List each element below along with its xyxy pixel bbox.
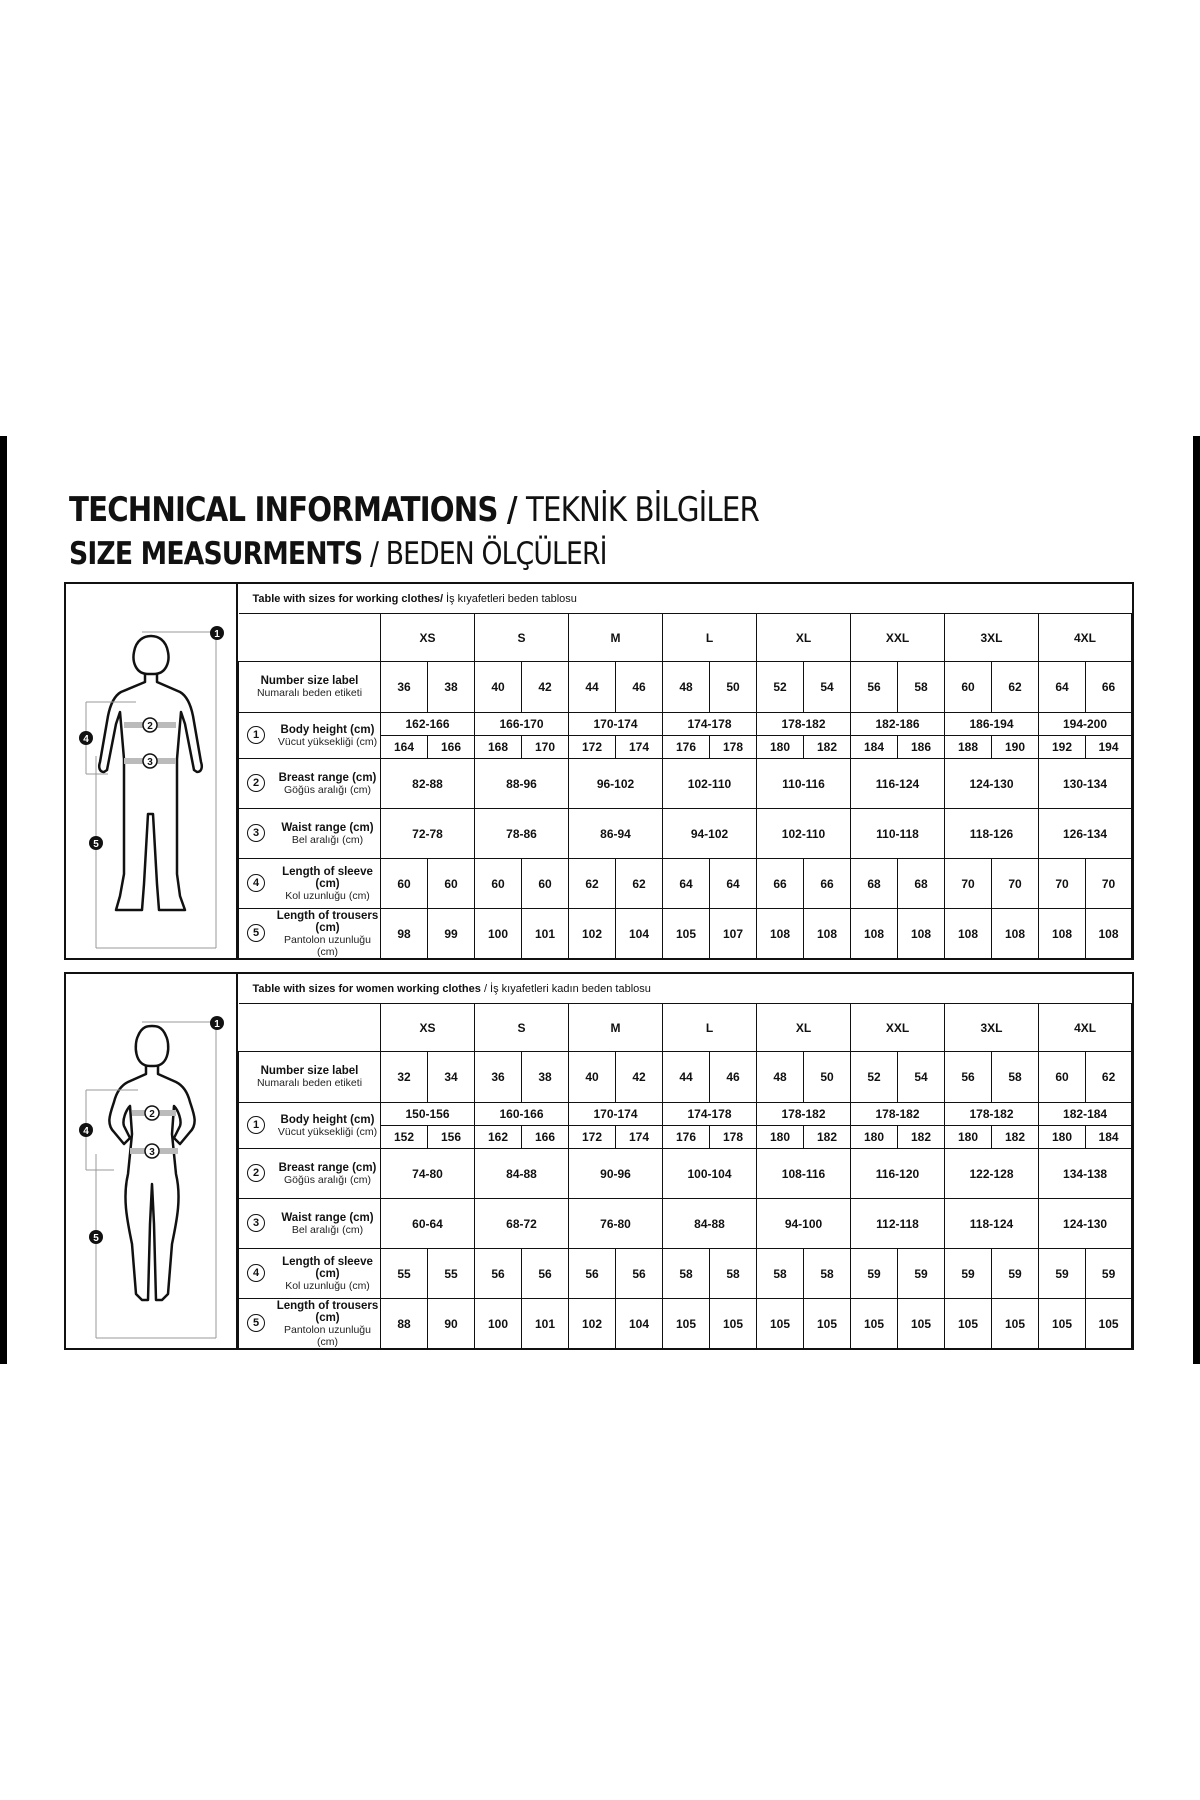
waist-range: 126-134 xyxy=(1039,809,1132,859)
row-label-sleeve xyxy=(239,859,381,909)
sleeve-value: 55 xyxy=(428,1249,475,1299)
size-header: L xyxy=(663,614,757,662)
trousers-value: 105 xyxy=(663,1299,710,1349)
body-height-value: 162 xyxy=(475,1126,522,1149)
men-size-section xyxy=(64,582,1134,960)
women-figure-panel xyxy=(66,974,238,1348)
trousers-value: 107 xyxy=(710,909,757,959)
waist-range: 110-118 xyxy=(851,809,945,859)
row-label-breast xyxy=(239,759,381,809)
subtitle-tr: BEDEN ÖLÇÜLERİ xyxy=(385,536,607,572)
row-label-en: Length of trousers (cm) xyxy=(276,1299,379,1324)
body-height-value: 178 xyxy=(710,736,757,759)
row-label-breast xyxy=(239,1149,381,1199)
body-height-value: 190 xyxy=(992,736,1039,759)
waist-range: 84-88 xyxy=(663,1199,757,1249)
svg-text:1: 1 xyxy=(214,629,220,640)
row-label-trousers xyxy=(239,909,381,959)
body-height-value: 172 xyxy=(569,1126,616,1149)
title-tr: TEKNİK BİLGİLER xyxy=(526,490,759,530)
waist-range: 76-80 xyxy=(569,1199,663,1249)
svg-text:1: 1 xyxy=(214,1019,220,1030)
trousers-value: 108 xyxy=(1039,909,1086,959)
body-height-range: 194-200 xyxy=(1039,713,1132,736)
caption-en: Table with sizes for working clothes/ xyxy=(252,592,443,605)
sleeve-value: 64 xyxy=(710,859,757,909)
measure-number-icon: 2 xyxy=(247,774,265,792)
trousers-value: 105 xyxy=(1039,1299,1086,1349)
breast-range: 100-104 xyxy=(663,1149,757,1199)
row-label-en: Body height (cm) xyxy=(280,723,375,736)
number-label-value: 62 xyxy=(992,662,1039,713)
sleeve-value: 59 xyxy=(1086,1249,1132,1299)
caption-tr: İş kıyafetleri beden tablosu xyxy=(443,592,577,605)
title-separator: / xyxy=(497,490,527,530)
body-height-value: 156 xyxy=(428,1126,475,1149)
body-height-value: 170 xyxy=(522,736,569,759)
row-label-body_height xyxy=(239,713,381,759)
body-height-value: 182 xyxy=(804,736,851,759)
number-label-value: 66 xyxy=(1086,662,1132,713)
body-height-range: 162-166 xyxy=(381,713,475,736)
waist-range: 94-100 xyxy=(757,1199,851,1249)
table-caption xyxy=(239,584,1132,614)
size-header: S xyxy=(475,614,569,662)
number-label-value: 50 xyxy=(804,1052,851,1103)
sleeve-value: 56 xyxy=(569,1249,616,1299)
size-header: 4XL xyxy=(1039,1004,1132,1052)
trousers-value: 104 xyxy=(616,909,663,959)
body-height-range: 166-170 xyxy=(475,713,569,736)
body-height-value: 166 xyxy=(428,736,475,759)
row-label-tr: Kol uzunluğu (cm) xyxy=(285,1279,370,1292)
body-height-value: 182 xyxy=(804,1126,851,1149)
breast-range: 130-134 xyxy=(1039,759,1132,809)
trousers-value: 105 xyxy=(945,1299,992,1349)
sleeve-value: 59 xyxy=(898,1249,945,1299)
subtitle-separator: / xyxy=(362,536,386,572)
trousers-value: 99 xyxy=(428,909,475,959)
number-label-value: 54 xyxy=(804,662,851,713)
sleeve-value: 64 xyxy=(663,859,710,909)
breast-range: 124-130 xyxy=(945,759,1039,809)
body-height-range: 178-182 xyxy=(945,1103,1039,1126)
row-label-tr: Numaralı beden etiketi xyxy=(256,1077,363,1089)
svg-text:3: 3 xyxy=(149,1147,155,1158)
measure-number-icon: 1 xyxy=(247,726,265,744)
trousers-value: 108 xyxy=(1086,909,1132,959)
number-label-value: 56 xyxy=(851,662,898,713)
trousers-value: 100 xyxy=(475,1299,522,1349)
breast-range: 122-128 xyxy=(945,1149,1039,1199)
trousers-value: 90 xyxy=(428,1299,475,1349)
breast-range: 84-88 xyxy=(475,1149,569,1199)
size-header: 4XL xyxy=(1039,614,1132,662)
size-header: M xyxy=(569,614,663,662)
number-label-value: 48 xyxy=(757,1052,804,1103)
body-height-value: 174 xyxy=(616,736,663,759)
number-label-value: 38 xyxy=(428,662,475,713)
body-height-value: 186 xyxy=(898,736,945,759)
sleeve-value: 58 xyxy=(663,1249,710,1299)
row-label-body_height xyxy=(239,1103,381,1149)
sleeve-value: 56 xyxy=(475,1249,522,1299)
sleeve-value: 70 xyxy=(992,859,1039,909)
trousers-value: 105 xyxy=(710,1299,757,1349)
waist-range: 112-118 xyxy=(851,1199,945,1249)
svg-text:4: 4 xyxy=(83,734,89,745)
number-label-value: 54 xyxy=(898,1052,945,1103)
body-height-range: 178-182 xyxy=(757,1103,851,1126)
trousers-value: 108 xyxy=(945,909,992,959)
caption-tr: / İş kıyafetleri kadın beden tablosu xyxy=(480,982,651,995)
body-height-value: 182 xyxy=(898,1126,945,1149)
female-body-figure-icon xyxy=(66,974,236,1348)
body-height-range: 170-174 xyxy=(569,713,663,736)
waist-range: 118-126 xyxy=(945,809,1039,859)
size-header: 3XL xyxy=(945,614,1039,662)
body-height-value: 180 xyxy=(945,1126,992,1149)
body-height-value: 182 xyxy=(992,1126,1039,1149)
number-label-value: 44 xyxy=(569,662,616,713)
number-label-value: 56 xyxy=(945,1052,992,1103)
sleeve-value: 62 xyxy=(616,859,663,909)
trousers-value: 102 xyxy=(569,909,616,959)
size-header: M xyxy=(569,1004,663,1052)
body-height-range: 170-174 xyxy=(569,1103,663,1126)
row-label-number_label xyxy=(239,662,381,713)
body-height-value: 188 xyxy=(945,736,992,759)
trousers-value: 105 xyxy=(663,909,710,959)
trousers-value: 104 xyxy=(616,1299,663,1349)
number-label-value: 38 xyxy=(522,1052,569,1103)
breast-range: 96-102 xyxy=(569,759,663,809)
sleeve-value: 66 xyxy=(804,859,851,909)
body-height-range: 182-184 xyxy=(1039,1103,1132,1126)
row-label-en: Length of sleeve (cm) xyxy=(282,865,373,890)
row-label-tr: Vücut yüksekliği (cm) xyxy=(277,735,378,748)
trousers-value: 105 xyxy=(804,1299,851,1349)
trousers-value: 105 xyxy=(898,1299,945,1349)
document-frame xyxy=(0,436,1200,1364)
body-height-value: 180 xyxy=(757,736,804,759)
size-header: 3XL xyxy=(945,1004,1039,1052)
row-label-tr: Göğüs aralığı (cm) xyxy=(284,783,371,796)
number-label-value: 50 xyxy=(710,662,757,713)
body-height-value: 174 xyxy=(616,1126,663,1149)
number-label-value: 52 xyxy=(757,662,804,713)
row-label-tr: Bel aralığı (cm) xyxy=(291,833,364,846)
subtitle-en: SIZE MEASURMENTS xyxy=(69,536,363,572)
row-label-en: Waist range (cm) xyxy=(281,821,374,834)
svg-text:3: 3 xyxy=(147,757,153,768)
measure-number-icon: 4 xyxy=(247,874,265,892)
body-height-value: 164 xyxy=(381,736,428,759)
row-label-en: Body height (cm) xyxy=(280,1113,375,1126)
waist-range: 60-64 xyxy=(381,1199,475,1249)
breast-range: 116-120 xyxy=(851,1149,945,1199)
breast-range: 108-116 xyxy=(757,1149,851,1199)
sleeve-value: 68 xyxy=(851,859,898,909)
body-height-range: 182-186 xyxy=(851,713,945,736)
number-label-value: 52 xyxy=(851,1052,898,1103)
body-height-value: 184 xyxy=(1086,1126,1132,1149)
number-label-value: 36 xyxy=(475,1052,522,1103)
number-label-value: 46 xyxy=(616,662,663,713)
trousers-value: 108 xyxy=(898,909,945,959)
measure-number-icon: 2 xyxy=(247,1164,265,1182)
sleeve-value: 70 xyxy=(1039,859,1086,909)
trousers-value: 105 xyxy=(757,1299,804,1349)
size-header: XL xyxy=(757,614,851,662)
sleeve-value: 56 xyxy=(522,1249,569,1299)
row-label-tr: Pantolon uzunluğu (cm) xyxy=(284,1323,371,1348)
sleeve-value: 59 xyxy=(851,1249,898,1299)
breast-range: 88-96 xyxy=(475,759,569,809)
body-height-value: 166 xyxy=(522,1126,569,1149)
trousers-value: 101 xyxy=(522,1299,569,1349)
sleeve-value: 70 xyxy=(945,859,992,909)
number-label-value: 40 xyxy=(569,1052,616,1103)
number-label-value: 34 xyxy=(428,1052,475,1103)
left-border-bar xyxy=(0,436,7,1364)
number-label-value: 42 xyxy=(522,662,569,713)
row-label-tr: Vücut yüksekliği (cm) xyxy=(277,1125,378,1138)
number-label-value: 58 xyxy=(898,662,945,713)
body-height-range: 160-166 xyxy=(475,1103,569,1126)
number-label-value: 44 xyxy=(663,1052,710,1103)
size-header: S xyxy=(475,1004,569,1052)
trousers-value: 100 xyxy=(475,909,522,959)
measure-number-icon: 3 xyxy=(247,1214,265,1232)
row-label-waist xyxy=(239,1199,381,1249)
male-body-figure-icon xyxy=(66,584,236,958)
waist-range: 102-110 xyxy=(757,809,851,859)
body-height-value: 152 xyxy=(381,1126,428,1149)
sleeve-value: 60 xyxy=(381,859,428,909)
sleeve-value: 68 xyxy=(898,859,945,909)
number-label-value: 64 xyxy=(1039,662,1086,713)
body-height-range: 178-182 xyxy=(757,713,851,736)
sleeve-value: 60 xyxy=(475,859,522,909)
row-label-number_label xyxy=(239,1052,381,1103)
row-label-en: Waist range (cm) xyxy=(281,1211,374,1224)
sleeve-value: 59 xyxy=(992,1249,1039,1299)
men-figure-panel xyxy=(66,584,238,958)
sleeve-value: 70 xyxy=(1086,859,1132,909)
trousers-value: 105 xyxy=(992,1299,1039,1349)
waist-range: 78-86 xyxy=(475,809,569,859)
title-technical-informations xyxy=(69,490,759,530)
waist-range: 86-94 xyxy=(569,809,663,859)
row-label-tr: Pantolon uzunluğu (cm) xyxy=(284,933,371,958)
body-height-range: 174-178 xyxy=(663,713,757,736)
row-label-tr: Göğüs aralığı (cm) xyxy=(284,1173,371,1186)
row-label-en: Length of trousers (cm) xyxy=(276,909,379,934)
measure-number-icon: 4 xyxy=(247,1264,265,1282)
measure-number-icon: 1 xyxy=(247,1116,265,1134)
size-header: XS xyxy=(381,614,475,662)
number-label-value: 36 xyxy=(381,662,428,713)
body-height-range: 174-178 xyxy=(663,1103,757,1126)
table-caption xyxy=(239,974,1132,1004)
number-label-value: 42 xyxy=(616,1052,663,1103)
body-height-value: 172 xyxy=(569,736,616,759)
svg-text:2: 2 xyxy=(147,721,153,732)
svg-text:2: 2 xyxy=(149,1109,155,1120)
number-label-value: 46 xyxy=(710,1052,757,1103)
breast-range: 110-116 xyxy=(757,759,851,809)
waist-range: 124-130 xyxy=(1039,1199,1132,1249)
sleeve-value: 66 xyxy=(757,859,804,909)
body-height-range: 150-156 xyxy=(381,1103,475,1126)
number-label-value: 62 xyxy=(1086,1052,1132,1103)
row-label-tr: Bel aralığı (cm) xyxy=(291,1223,364,1236)
header-blank xyxy=(239,1004,381,1052)
sleeve-value: 60 xyxy=(522,859,569,909)
row-label-en: Breast range (cm) xyxy=(278,1161,377,1174)
number-label-value: 48 xyxy=(663,662,710,713)
breast-range: 134-138 xyxy=(1039,1149,1132,1199)
sleeve-value: 59 xyxy=(1039,1249,1086,1299)
body-height-range: 186-194 xyxy=(945,713,1039,736)
body-height-value: 180 xyxy=(1039,1126,1086,1149)
body-height-value: 178 xyxy=(710,1126,757,1149)
size-header: XXL xyxy=(851,614,945,662)
trousers-value: 98 xyxy=(381,909,428,959)
row-label-en: Breast range (cm) xyxy=(278,771,377,784)
row-label-en: Number size label xyxy=(260,675,359,687)
row-label-en: Length of sleeve (cm) xyxy=(282,1255,373,1280)
waist-range: 94-102 xyxy=(663,809,757,859)
men-size-table xyxy=(238,584,1132,959)
trousers-value: 108 xyxy=(992,909,1039,959)
row-label-tr: Numaralı beden etiketi xyxy=(256,687,363,699)
number-label-value: 40 xyxy=(475,662,522,713)
number-label-value: 60 xyxy=(1039,1052,1086,1103)
row-label-waist xyxy=(239,809,381,859)
number-label-value: 32 xyxy=(381,1052,428,1103)
size-header: L xyxy=(663,1004,757,1052)
title-en: TECHNICAL INFORMATIONS xyxy=(69,490,498,530)
caption-en: Table with sizes for women working clothes xyxy=(252,982,481,995)
body-height-value: 176 xyxy=(663,1126,710,1149)
trousers-value: 108 xyxy=(851,909,898,959)
svg-text:4: 4 xyxy=(83,1126,89,1137)
trousers-value: 108 xyxy=(757,909,804,959)
sleeve-value: 55 xyxy=(381,1249,428,1299)
body-height-value: 194 xyxy=(1086,736,1132,759)
body-height-value: 180 xyxy=(757,1126,804,1149)
body-height-range: 178-182 xyxy=(851,1103,945,1126)
size-header: XS xyxy=(381,1004,475,1052)
body-height-value: 192 xyxy=(1039,736,1086,759)
breast-range: 102-110 xyxy=(663,759,757,809)
number-label-value: 58 xyxy=(992,1052,1039,1103)
waist-range: 72-78 xyxy=(381,809,475,859)
sleeve-value: 58 xyxy=(757,1249,804,1299)
measure-number-icon: 3 xyxy=(247,824,265,842)
trousers-value: 88 xyxy=(381,1299,428,1349)
breast-range: 116-124 xyxy=(851,759,945,809)
measure-number-icon: 5 xyxy=(247,1314,265,1332)
sleeve-value: 56 xyxy=(616,1249,663,1299)
waist-range: 118-124 xyxy=(945,1199,1039,1249)
sleeve-value: 62 xyxy=(569,859,616,909)
women-size-section xyxy=(64,972,1134,1350)
size-header: XXL xyxy=(851,1004,945,1052)
trousers-value: 102 xyxy=(569,1299,616,1349)
breast-range: 90-96 xyxy=(569,1149,663,1199)
sleeve-value: 60 xyxy=(428,859,475,909)
body-height-value: 168 xyxy=(475,736,522,759)
svg-text:5: 5 xyxy=(93,839,99,850)
sleeve-value: 58 xyxy=(804,1249,851,1299)
row-label-sleeve xyxy=(239,1249,381,1299)
size-header: XL xyxy=(757,1004,851,1052)
sleeve-value: 58 xyxy=(710,1249,757,1299)
right-border-bar xyxy=(1193,436,1200,1364)
trousers-value: 101 xyxy=(522,909,569,959)
row-label-tr: Kol uzunluğu (cm) xyxy=(285,889,370,902)
breast-range: 74-80 xyxy=(381,1149,475,1199)
breast-range: 82-88 xyxy=(381,759,475,809)
number-label-value: 60 xyxy=(945,662,992,713)
body-height-value: 176 xyxy=(663,736,710,759)
row-label-trousers xyxy=(239,1299,381,1349)
women-size-table xyxy=(238,974,1132,1349)
svg-text:5: 5 xyxy=(93,1233,99,1244)
row-label-en: Number size label xyxy=(260,1065,359,1077)
body-height-value: 180 xyxy=(851,1126,898,1149)
trousers-value: 105 xyxy=(1086,1299,1132,1349)
subtitle-size-measurements xyxy=(69,536,607,572)
body-height-value: 184 xyxy=(851,736,898,759)
sleeve-value: 59 xyxy=(945,1249,992,1299)
trousers-value: 108 xyxy=(804,909,851,959)
waist-range: 68-72 xyxy=(475,1199,569,1249)
measure-number-icon: 5 xyxy=(247,924,265,942)
trousers-value: 105 xyxy=(851,1299,898,1349)
header-blank xyxy=(239,614,381,662)
